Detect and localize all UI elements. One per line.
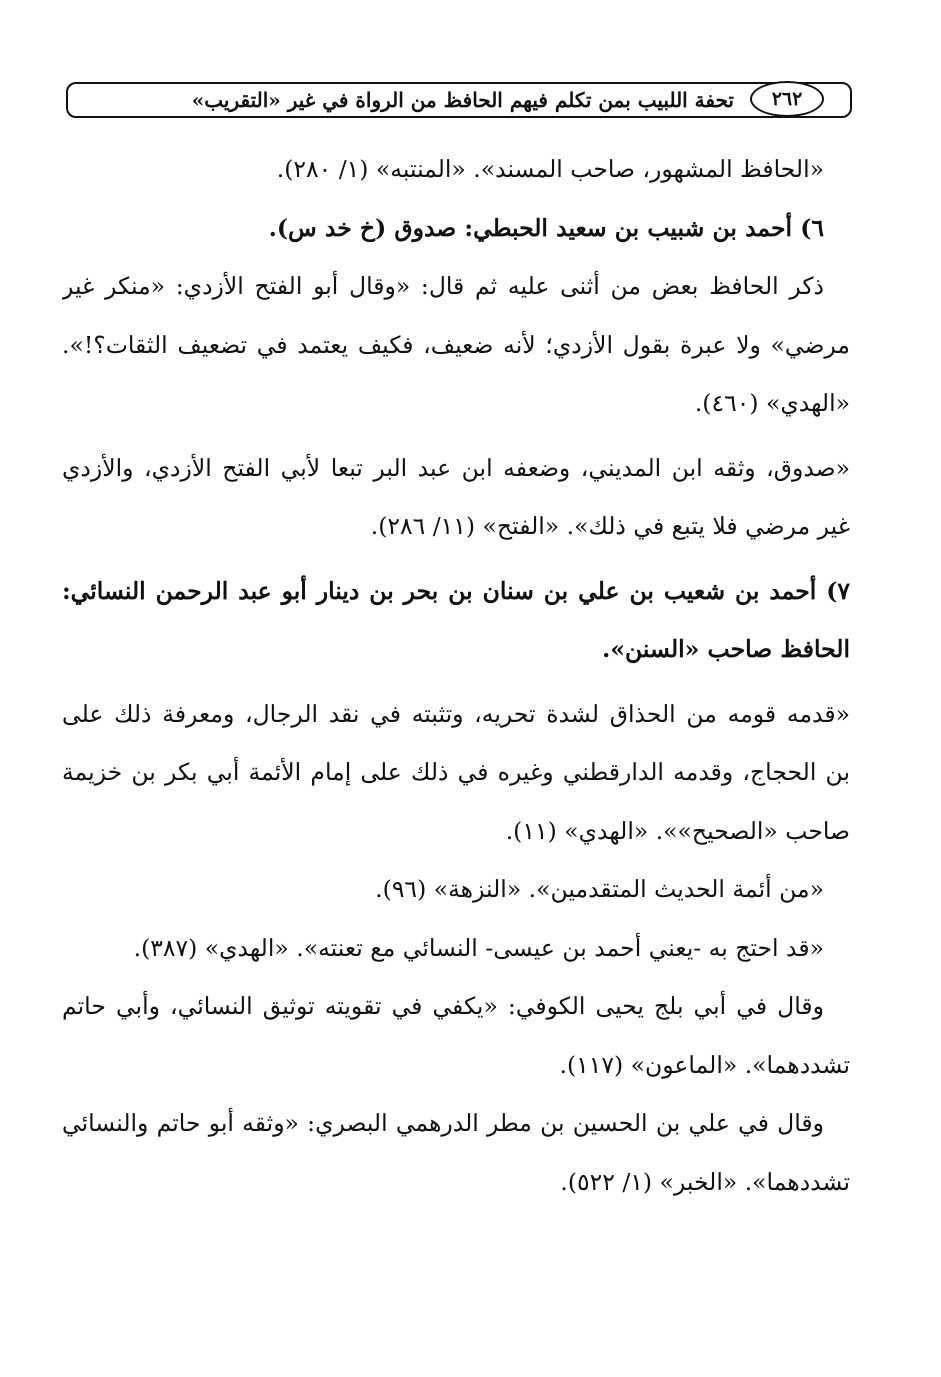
text-line: مرضي» ولا عبرة بقول الأزدي؛ لأنه ضعيف، فكيف يعتمد في تضعيف الثقات؟!». xyxy=(62,330,850,359)
entry-heading: ٦) أحمد بن شبيب بن سعيد الحبطي: صدوق (خ خد س). xyxy=(268,213,824,242)
text-line: ذكر الحافظ بعض من أثنى عليه ثم قال: «وقال أبو الفتح الأزدي: «منكر غير xyxy=(62,272,824,300)
text-line: غير مرضي فلا يتبع في ذلك». «الفتح» (١١/ ٢٨٦). xyxy=(370,512,850,540)
text-line: «قدمه قومه من الحذاق لشدة تحريه، وتثبته في نقد الرجال، ومعرفة ذلك على xyxy=(62,699,850,728)
text-line: وقال في علي بن الحسين بن مطر الدرهمي البصري: «وثقه أبو حاتم والنسائي xyxy=(62,1109,824,1137)
text-line: وقال في أبي بلج يحيى الكوفي: «يكفي في تقويته توثيق النسائي، وأبي حاتم xyxy=(62,992,824,1020)
entry-heading: ٧) أحمد بن شعيب بن علي بن سنان بن بحر بن دينار أبو عبد الرحمن النسائي: xyxy=(62,576,850,605)
text-line: «الحافظ المشهور، صاحب المسند». «المنتبه» (١/ ٢٨٠). xyxy=(276,155,824,183)
page-body xyxy=(62,140,850,1211)
entry-heading: الحافظ صاحب «السنن». xyxy=(602,635,850,663)
text-line: تشددهما». «الخبر» (١/ ٥٢٢). xyxy=(560,1167,850,1196)
text-line: «صدوق، وثقه ابن المديني، وضعفه ابن عبد البر تبعا لأبي الفتح الأزدي، والأزدي xyxy=(62,453,850,482)
text-line: «قد احتج به -يعني أحمد بن عيسى- النسائي مع تعنته». «الهدي» (٣٨٧). xyxy=(133,933,824,962)
page-number: ٢٦٢ xyxy=(750,81,824,117)
text-line: تشددهما». «الماعون» (١١٧). xyxy=(559,1050,850,1079)
text-line: «من أئمة الحديث المتقدمين». «النزهة» (٩٦). xyxy=(375,875,824,903)
text-line: صاحب «الصحيح»». «الهدي» (١١). xyxy=(505,816,850,845)
text-line: «الهدي» (٤٦٠). xyxy=(694,389,850,417)
running-title: تحفة اللبيب بمن تكلم فيهم الحافظ من الرواة في غير «التقريب» xyxy=(191,88,734,112)
running-header xyxy=(66,82,852,118)
text-line: بن الحجاج، وقدمه الدارقطني وغيره في ذلك على إمام الأئمة أبي بكر بن خزيمة xyxy=(62,758,850,786)
